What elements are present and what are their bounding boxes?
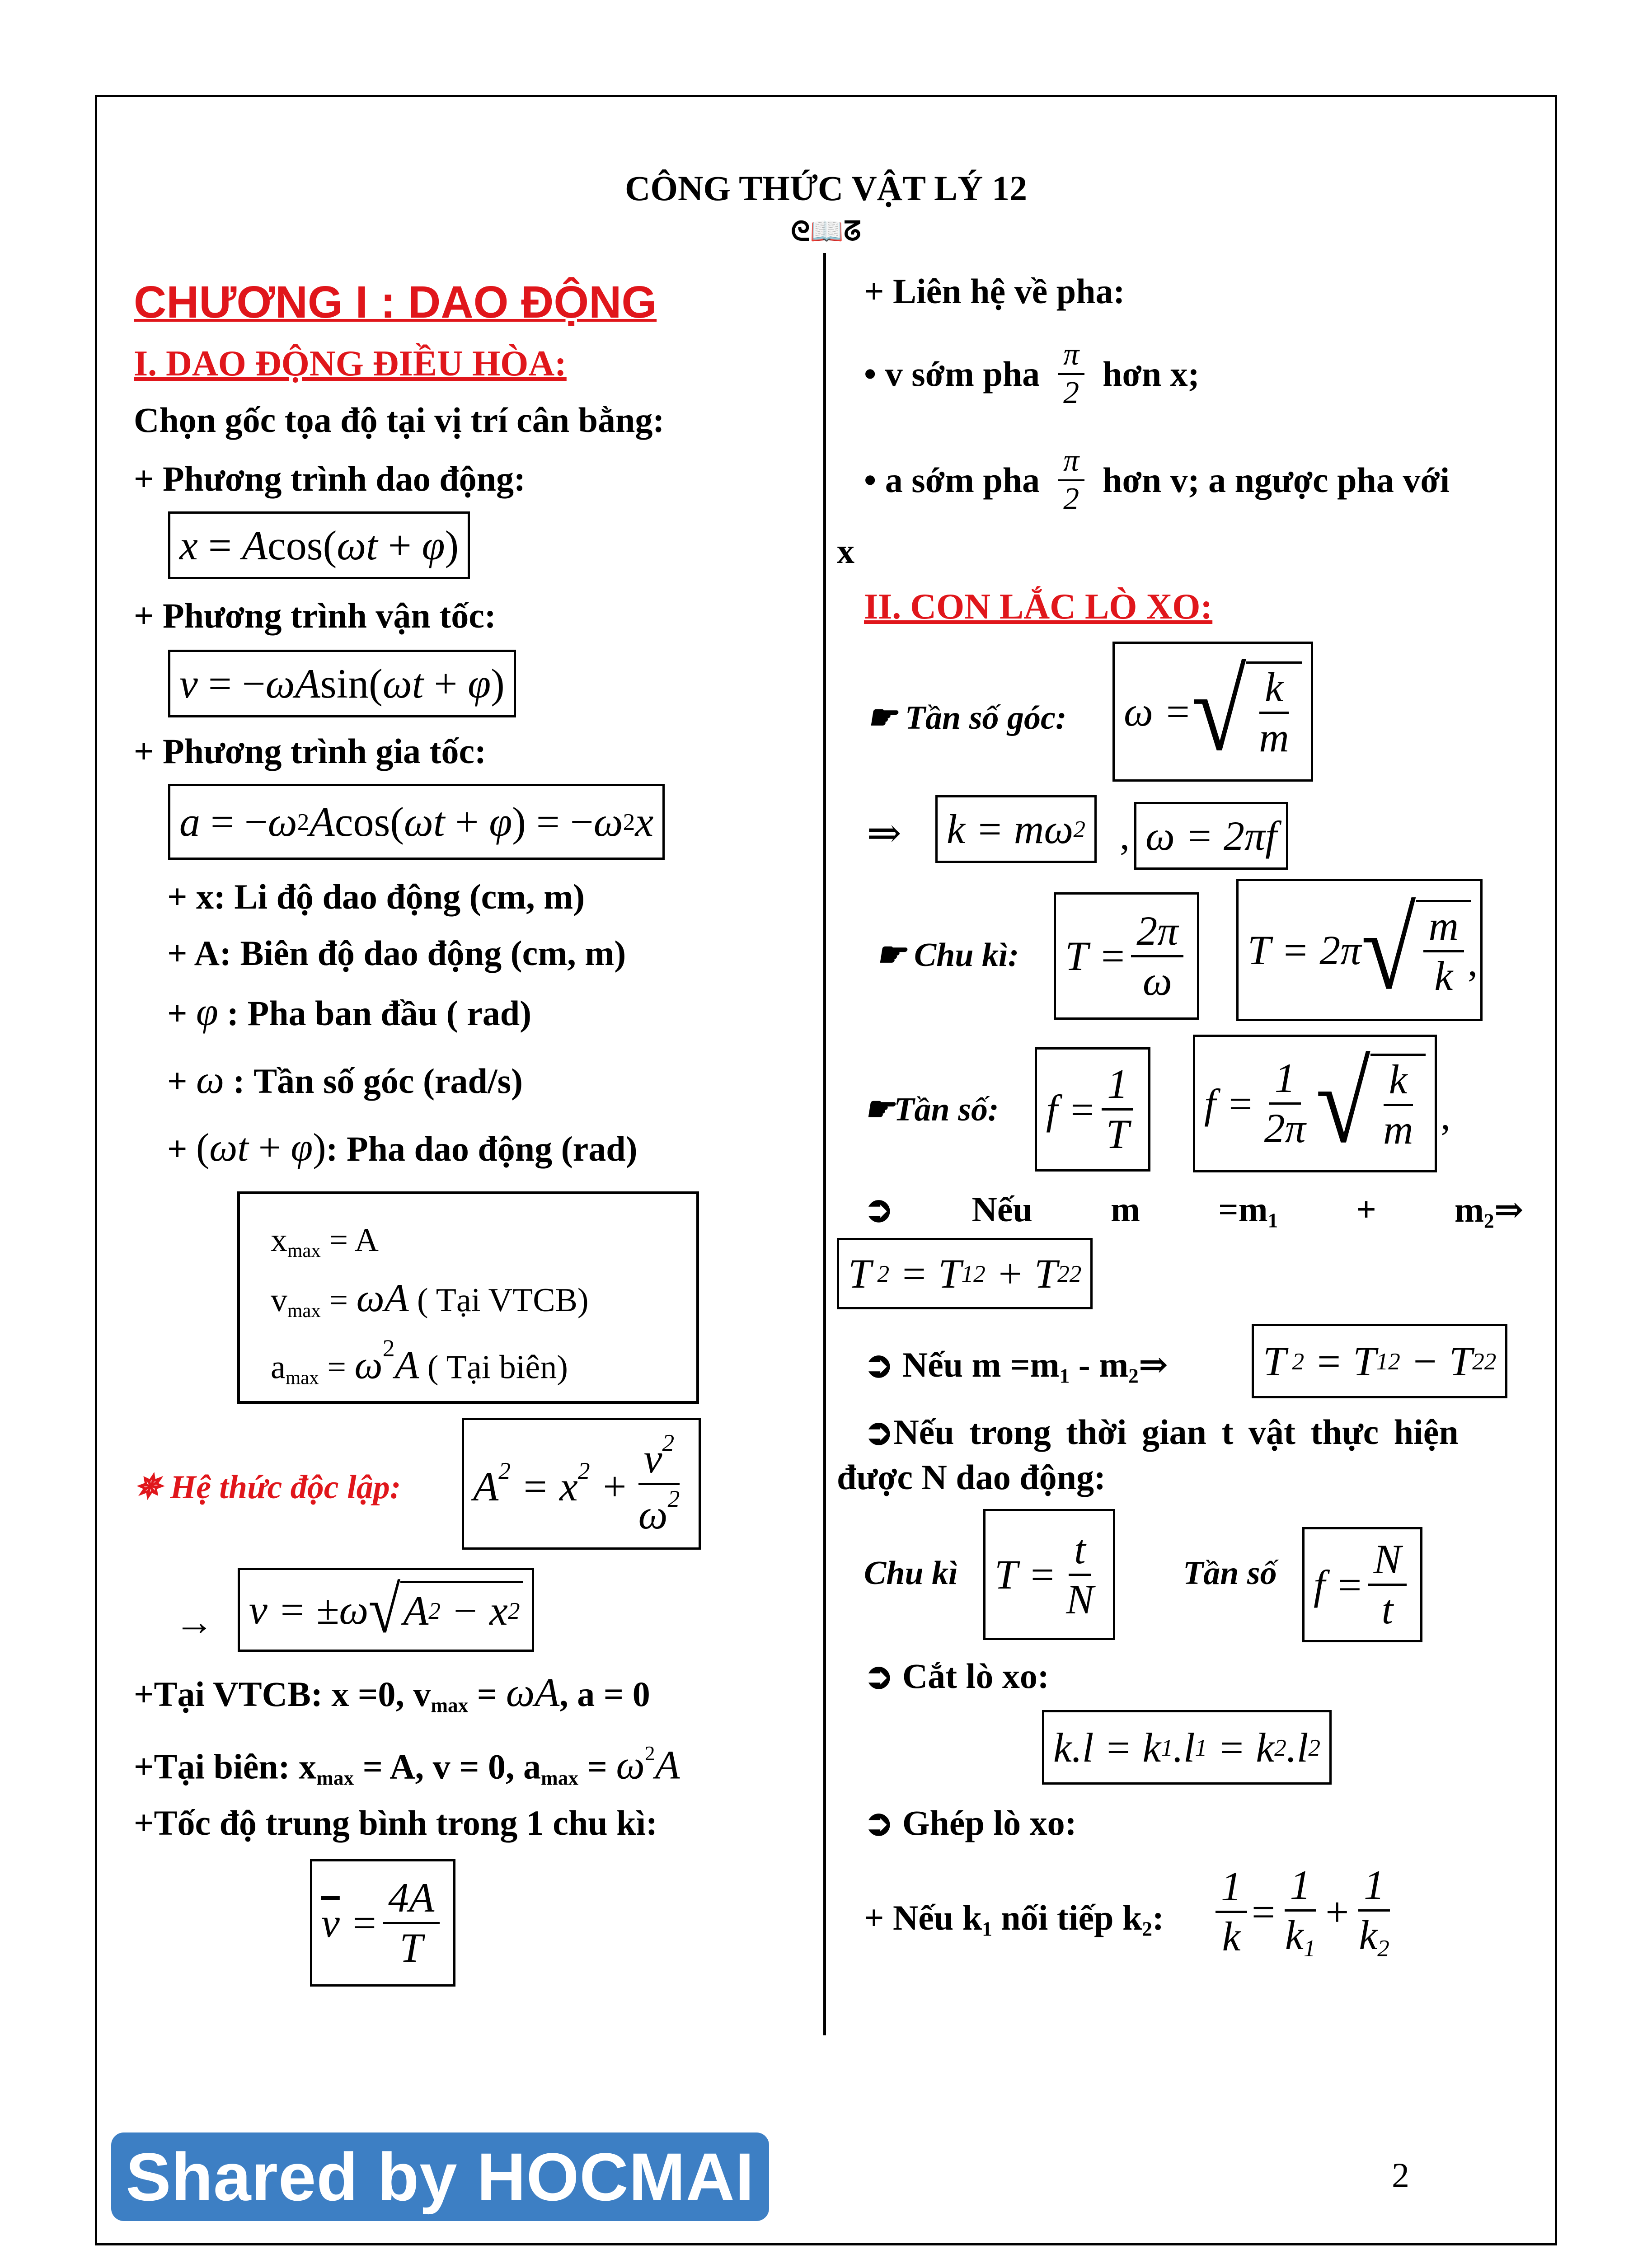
period-mass-equation: T = 2π √ $\frac{m}{k}$ (1236, 879, 1483, 1021)
arrow-icon: → (174, 1600, 214, 1644)
choose-origin-text: Chọn gốc tọa độ tại vị trí cân bằng: (134, 400, 665, 440)
at-edge-mid: = A, v = 0, a (354, 1747, 541, 1786)
frequency-label: ☛Tần số: (864, 1091, 999, 1128)
def-phi-row: + φ : Pha ban đầu ( rad) (167, 990, 532, 1034)
if-sum-m: m (1111, 1190, 1140, 1229)
accel-equation: a = − ω 2 A cos( ωt + φ ) = − ω 2 x (168, 784, 665, 860)
max-x-row: $x_{max} = A$ (271, 1222, 379, 1261)
frequency-mass-equation: f = $\frac{1}{2\pi}$ √ $\frac{k}{m}$ (1193, 1035, 1437, 1172)
series-text-c: : (1152, 1898, 1164, 1937)
comma-sep: , (1120, 814, 1130, 858)
angular-freq-equation: ω = √ $\frac{k}{m}$ (1112, 642, 1313, 782)
book-ornament-icon: ᘓ📖ᘔ (791, 216, 861, 246)
bullet-a-phase-tail: x (837, 531, 854, 571)
cut-spring-equation: k.l = k 1 .l 1 = k 2 .l 2 (1042, 1710, 1332, 1785)
at-edge-text: +Tại biên: x (134, 1747, 317, 1786)
def-omega: : Tần số góc (rad/s) (233, 1061, 523, 1101)
max-a-row: $a_{max} = \omega^2A$ ( Tại biên) (271, 1335, 568, 1389)
velocity-eq-label: + Phương trình vận tốc: (134, 596, 496, 635)
if-sum-m2: m (1454, 1190, 1484, 1229)
tan-so-label: Tần số (1183, 1555, 1277, 1592)
motion-equation: x = A cos( ωt + φ ) (168, 511, 470, 579)
page-title: CÔNG THỨC VẬT LÝ 12 (625, 169, 1027, 208)
bullet-a-phase: • a sớm pha $\frac{\pi}{2}$ hơn v; a ngược pha với (864, 443, 1450, 516)
shared-by-banner: Shared by HOCMAI (111, 2132, 769, 2221)
chu-ki-label: Chu kì (864, 1555, 958, 1592)
motion-eq-label: + Phương trình dao động: (134, 459, 526, 498)
independent-equation: $A^2 = x^2$ + $\frac{v^2}{\omega^2}$ (462, 1418, 701, 1550)
max-x-value: = A (329, 1222, 379, 1259)
velocity-from-position-equation: v = ±ω √ A 2 − x 2 (238, 1568, 534, 1652)
if-diff-text: ➲ Nếu m =m (864, 1345, 1060, 1384)
def-omega-row: + ω : Tần số góc (rad/s) (167, 1058, 523, 1102)
omega-freq-equation: ω = 2πf (1134, 802, 1288, 870)
velocity-equation: v = − ωA sin( ωt + φ ) (168, 650, 516, 717)
bullet-a-phase-b: hơn v; a ngược pha với (1103, 460, 1450, 500)
period-label: ☛ Chu kì: (876, 937, 1019, 974)
chapter-heading: CHƯƠNG I : DAO ĐỘNG (134, 277, 657, 328)
join-spring-label: ➲ Ghép lò xo: (864, 1803, 1077, 1842)
bullet-v-phase-a: • v sớm pha (864, 354, 1040, 394)
if-sum-word: Nếu (971, 1190, 1032, 1229)
avg-speed-equation: $\overline{v}$ = $\frac{4A}{T}$ (310, 1859, 455, 1987)
at-vtcb-tail: , a = 0 (559, 1674, 650, 1714)
accel-eq-label: + Phương trình gia tốc: (134, 731, 487, 771)
independent-relation-label: ✵ Hệ thức độc lập: (134, 1469, 401, 1506)
section-1-heading: I. DAO ĐỘNG ĐIỀU HÒA: (134, 344, 567, 384)
at-vtcb-text: +Tại VTCB: x =0, v (134, 1674, 431, 1714)
series-row: + Nếu $k_1$ nối tiếp $k_2$: (864, 1898, 1164, 1940)
max-values-box (237, 1191, 699, 1404)
def-phi: : Pha ban đầu ( rad) (227, 994, 532, 1033)
period-diff-equation: T 2 = T 1 2 − T 2 2 (1252, 1324, 1507, 1398)
series-text-b: nối tiếp k (992, 1898, 1142, 1937)
at-edge-row: +Tại biên: $x_{max} = A$, v = 0, $a_{max} = \omega^2A$ (134, 1742, 680, 1790)
avg-speed-label: +Tốc độ trung bình trong 1 chu kì: (134, 1803, 658, 1842)
column-divider (823, 253, 826, 2035)
bullet-v-phase: • v sớm pha $\frac{\pi}{2}$ hơn x; (864, 337, 1200, 410)
if-diff-row: ➲ Nếu $m =m_1$ - $m_2\Rightarrow$ (864, 1345, 1169, 1387)
period-count-equation: T = $\frac{t}{N}$ (983, 1509, 1115, 1640)
spring-constant-equation: k = mω 2 (935, 795, 1097, 863)
max-v-row: $v_{max} = \omega A$ ( Tại VTCB) (271, 1276, 589, 1322)
series-spring-equation: $\frac{1}{k}$ = $\frac{1}{k_1}$ + $\frac{1}{k_2}$ (1211, 1861, 1399, 1962)
if-time-line-2: được N dao động: (837, 1458, 1106, 1497)
if-sum-plus: + (1356, 1190, 1376, 1229)
frequency-count-equation: f = $\frac{N}{t}$ (1302, 1527, 1422, 1642)
period-omega-equation: T = $\frac{2\pi}{\omega}$ (1054, 892, 1199, 1020)
bullet-v-phase-b: hơn x; (1103, 354, 1200, 394)
if-diff-text-b: - m (1070, 1345, 1129, 1384)
if-sum-row: ➲ Nếu m $=m_1$ + $m_2\Rightarrow$ (864, 1190, 1524, 1233)
at-vtcb-row: +Tại VTCB: x =0, $v_{max} = \omega A$, a = 0 (134, 1670, 650, 1717)
page-number: 2 (1392, 2156, 1409, 2195)
def-phase-row: + (ωt + φ): Pha dao động (rad) (167, 1126, 638, 1170)
comma-sep-3: , (1441, 1094, 1450, 1138)
if-time-line-1: ➲Nếu trong thời gian t vật thực hiện (864, 1412, 1459, 1452)
bullet-a-phase-a: • a sớm pha (864, 460, 1040, 500)
period-sum-equation: T 2 = T 1 2 + T 2 2 (837, 1238, 1093, 1309)
def-A: + A: Biên độ dao động (cm, m) (167, 933, 626, 973)
if-sum-arrow-icon: ➲ (864, 1190, 894, 1229)
if-sum-m1: =m (1218, 1190, 1268, 1229)
series-text: + Nếu k (864, 1898, 982, 1937)
cut-spring-label: ➲ Cắt lò xo: (864, 1656, 1049, 1696)
def-phase: : Pha dao động (rad) (326, 1129, 638, 1168)
max-v-note: ( Tại VTCB) (417, 1282, 589, 1319)
comma-sep-2: , (1468, 941, 1478, 984)
angular-freq-label: ☛ Tần số góc: (867, 699, 1067, 736)
def-x: + x: Li độ dao động (cm, m) (167, 877, 585, 916)
max-a-note: ( Tại biên) (427, 1349, 568, 1386)
section-2-heading: II. CON LẮC LÒ XO: (864, 587, 1213, 627)
frequency-period-equation: f = $\frac{1}{T}$ (1035, 1047, 1150, 1172)
phase-relation-label: + Liên hệ về pha: (864, 272, 1125, 311)
implies-arrow-icon: ⇒ (867, 810, 902, 856)
